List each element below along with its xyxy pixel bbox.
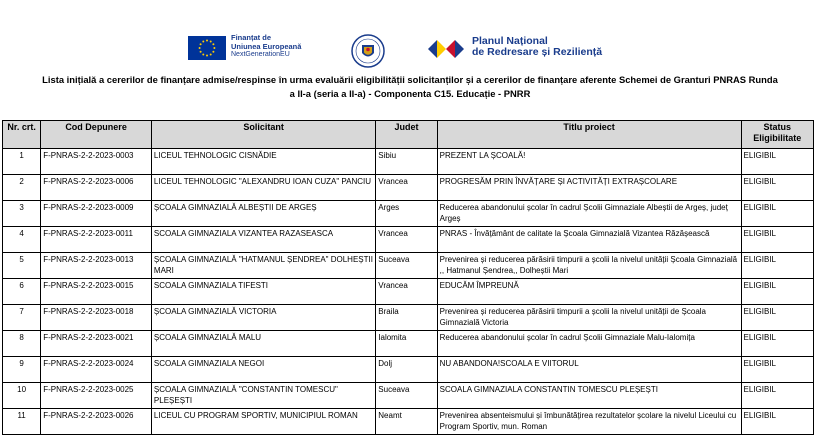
table-row <box>3 383 814 409</box>
table-row <box>3 201 814 227</box>
table-row <box>3 175 814 201</box>
cell-status: ELIGIBIL <box>741 331 813 357</box>
cell-solicitant: ȘCOALA GIMNAZIALĂ "CONSTANTIN TOMESCU" PLEȘEȘTI <box>151 383 375 409</box>
cell-cod: F-PNRAS-2-2-2023-0015 <box>41 279 152 305</box>
table-row <box>3 253 814 279</box>
table-row <box>3 279 814 305</box>
header-titlu: Titlu proiect <box>437 121 741 149</box>
cell-solicitant: LICEUL TEHNOLOGIC CISNĂDIE <box>151 149 375 175</box>
table-row <box>3 227 814 253</box>
cell-status: ELIGIBIL <box>741 201 813 227</box>
cell-status: ELIGIBIL <box>741 175 813 201</box>
cell-solicitant: LICEUL TEHNOLOGIC "ALEXANDRU IOAN CUZA" PANCIU <box>151 175 375 201</box>
cell-nr: 4 <box>3 227 41 253</box>
cell-cod: F-PNRAS-2-2-2023-0021 <box>41 331 152 357</box>
cell-titlu: EDUCĂM ÎMPREUNĂ <box>437 279 741 305</box>
cell-judet: Suceava <box>376 253 437 279</box>
cell-judet: Neamt <box>376 409 437 435</box>
cell-titlu: Prevenirea și reducerea părăsirii timpurii a școlii la nivelul unității Școala Gimnazială ,, Hatmanul Șendrea,, Dolheștii Mari <box>437 253 741 279</box>
cell-judet: Dolj <box>376 357 437 383</box>
cell-titlu: Reducerea abandonului școlar în cadrul Școlii Gimnaziale Albeștii de Argeș, județ Argeș <box>437 201 741 227</box>
cell-nr: 5 <box>3 253 41 279</box>
cell-status: ELIGIBIL <box>741 149 813 175</box>
cell-nr: 3 <box>3 201 41 227</box>
cell-judet: Braila <box>376 305 437 331</box>
cell-judet: Ialomita <box>376 331 437 357</box>
table-row <box>3 409 814 435</box>
cell-cod: F-PNRAS-2-2-2023-0018 <box>41 305 152 331</box>
cell-cod: F-PNRAS-2-2-2023-0013 <box>41 253 152 279</box>
cell-nr: 10 <box>3 383 41 409</box>
cell-cod: F-PNRAS-2-2-2023-0025 <box>41 383 152 409</box>
title-line-2: a II-a (seria a II-a) - Componenta C15. Educație - PNRR <box>289 87 531 99</box>
cell-titlu: PNRAS - Învățământ de calitate la Școala Gimnazială Vizantea Răzășească <box>437 227 741 253</box>
cell-titlu: Reducerea abandonului școlar în cadrul Școlii Gimnaziale Malu-Ialomița <box>437 331 741 357</box>
cell-status: ELIGIBIL <box>741 409 813 435</box>
pnrr-label: Planul Național de Redresare și Reziliență <box>472 35 603 58</box>
cell-nr: 11 <box>3 409 41 435</box>
table-row <box>3 331 814 357</box>
cell-cod: F-PNRAS-2-2-2023-0026 <box>41 409 152 435</box>
cell-solicitant: ȘCOALA GIMNAZIALĂ MALU <box>151 331 375 357</box>
cell-solicitant: SCOALA GIMNAZIALA NEGOI <box>151 357 375 383</box>
cell-status: ELIGIBIL <box>741 227 813 253</box>
cell-nr: 6 <box>3 279 41 305</box>
cell-status: ELIGIBIL <box>741 253 813 279</box>
cell-titlu: PROGRESĂM PRIN ÎNVĂȚARE ȘI ACTIVITĂȚI EXTRAȘCOLARE <box>437 175 741 201</box>
header-nr: Nr. crt. <box>3 121 41 149</box>
cell-cod: F-PNRAS-2-2-2023-0006 <box>41 175 152 201</box>
cell-judet: Sibiu <box>376 149 437 175</box>
cell-judet: Vrancea <box>376 279 437 305</box>
applications-table <box>2 120 814 435</box>
cell-nr: 2 <box>3 175 41 201</box>
cell-titlu: Prevenirea și reducerea părăsirii timpurii a școlii la nivelul unității de Școala Gimnazială Victoria <box>437 305 741 331</box>
cell-cod: F-PNRAS-2-2-2023-0024 <box>41 357 152 383</box>
cell-nr: 8 <box>3 331 41 357</box>
header-judet: Judet <box>376 121 437 149</box>
cell-status: ELIGIBIL <box>741 279 813 305</box>
header-solicitant: Solicitant <box>151 121 375 149</box>
cell-cod: F-PNRAS-2-2-2023-0003 <box>41 149 152 175</box>
cell-nr: 9 <box>3 357 41 383</box>
cell-solicitant: SCOALA GIMNAZIALA TIFESTI <box>151 279 375 305</box>
document-title <box>30 73 790 100</box>
table-row <box>3 149 814 175</box>
cell-titlu: PREZENT LA ȘCOALĂ! <box>437 149 741 175</box>
cell-status: ELIGIBIL <box>741 305 813 331</box>
cell-titlu: Prevenirea absenteismului și îmbunătățirea rezultatelor școlare la nivelul Liceului cu Program Sportiv, mun. Roman <box>437 409 741 435</box>
table-row <box>3 305 814 331</box>
cell-titlu: NU ABANDONA!SCOALA E VIITORUL <box>437 357 741 383</box>
cell-solicitant: ȘCOALA GIMNAZIALĂ ALBEȘTII DE ARGEȘ <box>151 201 375 227</box>
cell-judet: Vrancea <box>376 175 437 201</box>
cell-status: ELIGIBIL <box>741 383 813 409</box>
table-header-row <box>3 121 814 149</box>
eu-flag-icon <box>188 36 226 60</box>
title-line-1: Lista inițială a cererilor de finanțare admise/respinse în urma evaluării eligibilității solicitanților și a cererilor de finanțare aferente Schemei de Granturi PNRAS Runda <box>42 74 778 85</box>
cell-solicitant: ȘCOALA GIMNAZIALĂ VICTORIA <box>151 305 375 331</box>
cell-nr: 7 <box>3 305 41 331</box>
cell-nr: 1 <box>3 149 41 175</box>
pnrr-logo-icon <box>428 38 466 60</box>
cell-cod: F-PNRAS-2-2-2023-0011 <box>41 227 152 253</box>
cell-judet: Vrancea <box>376 227 437 253</box>
cell-solicitant: LICEUL CU PROGRAM SPORTIV, MUNICIPIUL ROMAN <box>151 409 375 435</box>
government-seal-icon <box>351 34 385 68</box>
cell-status: ELIGIBIL <box>741 357 813 383</box>
cell-judet: Arges <box>376 201 437 227</box>
header-status: Status Eligibilitate <box>741 121 813 149</box>
cell-judet: Suceava <box>376 383 437 409</box>
logo-strip <box>0 0 820 70</box>
eu-funding-label: Finanțat de Uniunea Europeană NextGenerationEU <box>231 33 302 58</box>
table-row <box>3 357 814 383</box>
cell-solicitant: SCOALA GIMNAZIALA VIZANTEA RAZASEASCA <box>151 227 375 253</box>
cell-titlu: SCOALA GIMNAZIALA CONSTANTIN TOMESCU PLEȘEȘTI <box>437 383 741 409</box>
cell-cod: F-PNRAS-2-2-2023-0009 <box>41 201 152 227</box>
header-cod: Cod Depunere <box>41 121 152 149</box>
cell-solicitant: ȘCOALA GIMNAZIALĂ "HATMANUL ȘENDREA" DOLHEȘTII MARI <box>151 253 375 279</box>
